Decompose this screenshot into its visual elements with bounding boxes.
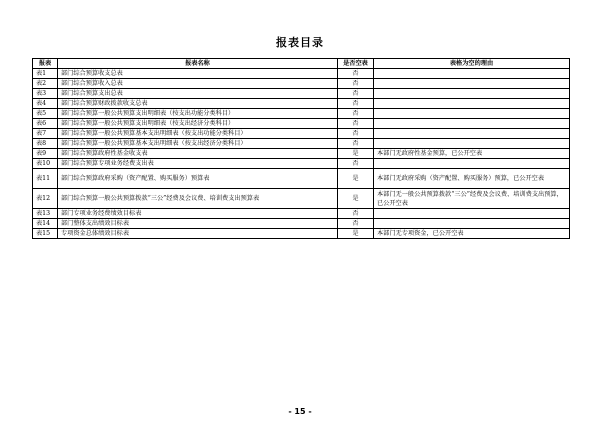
table-body <box>33 69 570 239</box>
cell-is-empty: 否 <box>338 89 374 99</box>
cell-report-no: 表14 <box>33 219 58 229</box>
cell-report-name: 部门综合预算一般公共预算基本支出明细表（按支出经济分类科目） <box>58 139 338 149</box>
cell-report-no: 表5 <box>33 109 58 119</box>
cell-is-empty: 是 <box>338 149 374 159</box>
cell-empty-reason <box>374 139 570 149</box>
cell-report-name: 部门综合预算一般公共预算支出明细表（按支出功能分类科目） <box>58 109 338 119</box>
table-header-row <box>33 59 570 69</box>
cell-empty-reason <box>374 89 570 99</box>
cell-empty-reason: 本部门无一般公共预算拨款“三公”经费及会议费、培训费支出预算，已公开空表 <box>374 189 570 209</box>
cell-report-name: 部门整体支出绩效目标表 <box>58 219 338 229</box>
cell-is-empty: 否 <box>338 109 374 119</box>
cell-empty-reason <box>374 69 570 79</box>
cell-empty-reason <box>374 99 570 109</box>
cell-report-no: 表2 <box>33 79 58 89</box>
cell-report-name: 部门综合预算收支总表 <box>58 69 338 79</box>
table-row <box>33 69 570 79</box>
cell-is-empty: 否 <box>338 99 374 109</box>
cell-empty-reason <box>374 119 570 129</box>
cell-report-no: 表8 <box>33 139 58 149</box>
table-row <box>33 209 570 219</box>
cell-report-name: 部门综合预算一般公共预算拨款“三公”经费及会议费、培训费支出预算表 <box>58 189 338 209</box>
page-number: - 15 - <box>288 407 312 416</box>
cell-report-name: 部门综合预算支出总表 <box>58 89 338 99</box>
cell-empty-reason <box>374 209 570 219</box>
table-row <box>33 79 570 89</box>
cell-empty-reason: 本部门无政府性基金预算，已公开空表 <box>374 149 570 159</box>
cell-report-no: 表4 <box>33 99 58 109</box>
cell-report-name: 专项资金总体绩效目标表 <box>58 229 338 239</box>
header-report-no: 报表 <box>33 59 58 69</box>
cell-report-name: 部门综合预算收入总表 <box>58 79 338 89</box>
cell-is-empty: 否 <box>338 219 374 229</box>
cell-empty-reason <box>374 109 570 119</box>
cell-empty-reason: 本部门无政府采购（资产配置、购买服务）预算，已公开空表 <box>374 169 570 189</box>
table-row <box>33 129 570 139</box>
cell-report-name: 部门综合预算政府性基金收支表 <box>58 149 338 159</box>
report-table <box>32 58 570 239</box>
header-empty-reason: 表格为空的理由 <box>374 59 570 69</box>
cell-is-empty: 否 <box>338 159 374 169</box>
cell-is-empty: 是 <box>338 229 374 239</box>
header-is-empty: 是否空表 <box>338 59 374 69</box>
cell-report-no: 表9 <box>33 149 58 159</box>
cell-report-name: 部门综合预算一般公共预算基本支出明细表（按支出功能分类科目） <box>58 129 338 139</box>
cell-empty-reason <box>374 159 570 169</box>
cell-report-no: 表10 <box>33 159 58 169</box>
cell-report-no: 表3 <box>33 89 58 99</box>
cell-report-name: 部门综合预算财政拨款收支总表 <box>58 99 338 109</box>
cell-is-empty: 是 <box>338 169 374 189</box>
cell-report-name: 部门综合预算专项业务经费支出表 <box>58 159 338 169</box>
page-title: 报表目录 <box>276 36 324 49</box>
cell-is-empty: 否 <box>338 129 374 139</box>
cell-report-no: 表13 <box>33 209 58 219</box>
cell-empty-reason <box>374 129 570 139</box>
table-row <box>33 89 570 99</box>
table-row <box>33 139 570 149</box>
table-row <box>33 119 570 129</box>
cell-report-name: 部门综合预算政府采购（资产配置、购买服务）预算表 <box>58 169 338 189</box>
table-row <box>33 189 570 209</box>
cell-report-no: 表12 <box>33 189 58 209</box>
cell-is-empty: 否 <box>338 119 374 129</box>
table-row <box>33 229 570 239</box>
header-report-name: 报表名称 <box>58 59 338 69</box>
cell-report-name: 部门专项业务经费绩效目标表 <box>58 209 338 219</box>
cell-empty-reason: 本部门无专项资金，已公开空表 <box>374 229 570 239</box>
cell-is-empty: 否 <box>338 79 374 89</box>
table-row <box>33 169 570 189</box>
cell-empty-reason <box>374 79 570 89</box>
cell-report-no: 表1 <box>33 69 58 79</box>
table-row <box>33 159 570 169</box>
cell-report-no: 表7 <box>33 129 58 139</box>
cell-is-empty: 否 <box>338 209 374 219</box>
cell-report-no: 表11 <box>33 169 58 189</box>
table-row <box>33 99 570 109</box>
table-row <box>33 149 570 159</box>
cell-is-empty: 否 <box>338 69 374 79</box>
cell-report-no: 表15 <box>33 229 58 239</box>
cell-is-empty: 否 <box>338 139 374 149</box>
cell-report-no: 表6 <box>33 119 58 129</box>
cell-empty-reason <box>374 219 570 229</box>
cell-report-name: 部门综合预算一般公共预算支出明细表（按支出经济分类科目） <box>58 119 338 129</box>
table-row <box>33 219 570 229</box>
table-row <box>33 109 570 119</box>
cell-is-empty: 是 <box>338 189 374 209</box>
